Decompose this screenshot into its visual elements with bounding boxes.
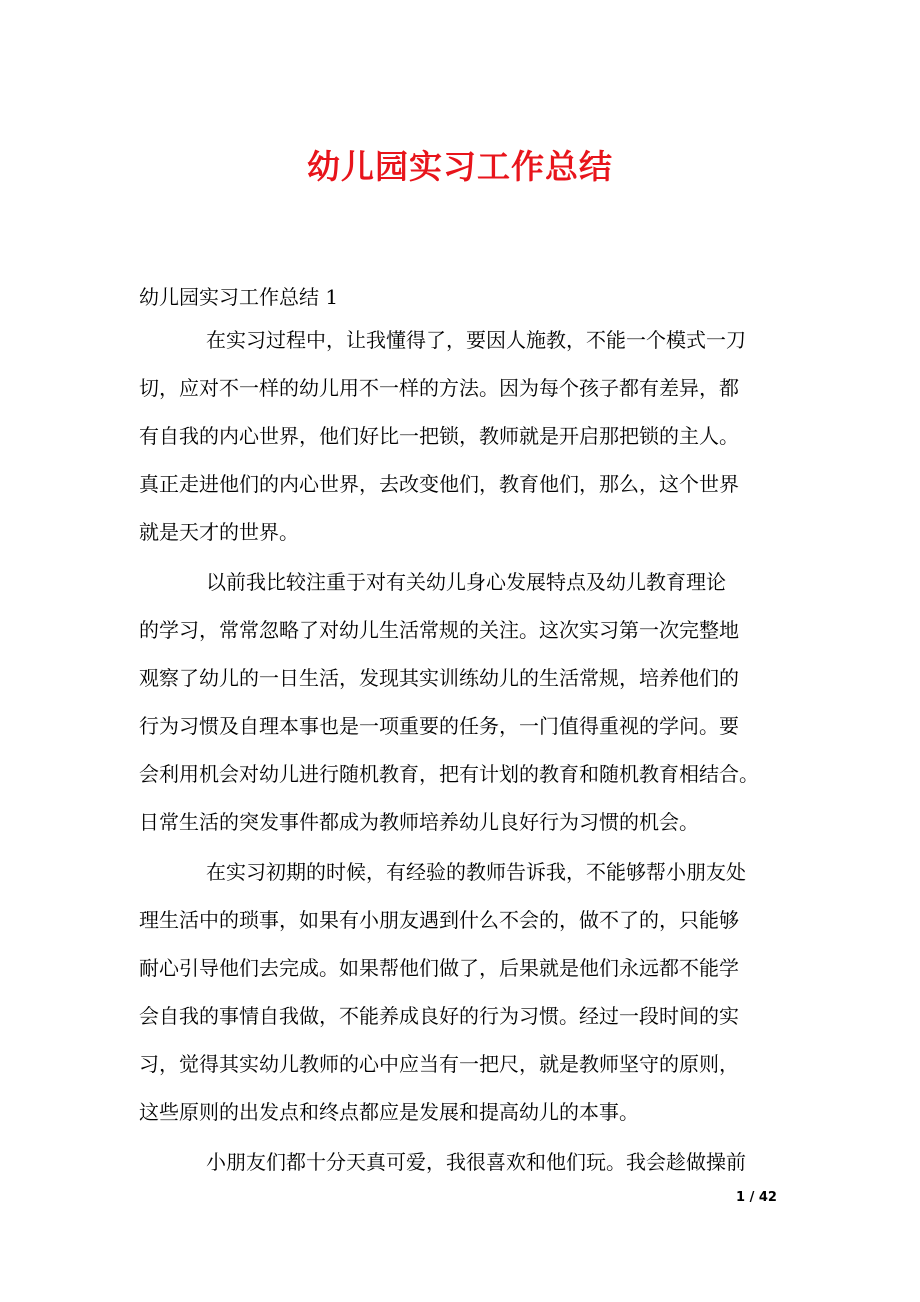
- section-heading: 幼儿园实习工作总结 1: [139, 285, 339, 309]
- paragraph-line: 日常生活的突发事件都成为教师培养幼儿良好行为习惯的机会。: [139, 810, 699, 834]
- paragraph-line: 行为习惯及自理本事也是一项重要的任务，一门值得重视的学问。要: [139, 714, 739, 738]
- paragraph-line: 小朋友们都十分天真可爱，我很喜欢和他们玩。我会趁做操前: [206, 1150, 746, 1174]
- paragraph-line: 真正走进他们的内心世界，去改变他们，教育他们，那么，这个世界: [139, 472, 739, 496]
- paragraph-line: 理生活中的琐事，如果有小朋友遇到什么不会的，做不了的，只能够: [139, 908, 739, 932]
- paragraph-2: [139, 558, 789, 846]
- document-title: 幼儿园实习工作总结: [307, 147, 613, 186]
- paragraph-line: 的学习，常常忽略了对幼儿生活常规的关注。这次实习第一次完整地: [139, 618, 739, 642]
- paragraph-1: [139, 316, 789, 556]
- paragraph-line: 就是天才的世界。: [139, 520, 299, 544]
- page-number: 1 / 42: [736, 1190, 777, 1205]
- paragraph-line: 以前我比较注重于对有关幼儿身心发展特点及幼儿教育理论: [206, 570, 726, 594]
- paragraph-line: 这些原则的出发点和终点都应是发展和提高幼儿的本事。: [139, 1100, 639, 1124]
- paragraph-line: 耐心引导他们去完成。如果帮他们做了，后果就是他们永远都不能学: [139, 956, 739, 980]
- paragraph-line: 观察了幼儿的一日生活，发现其实训练幼儿的生活常规，培养他们的: [139, 666, 739, 690]
- paragraph-line: 习，觉得其实幼儿教师的心中应当有一把尺，就是教师坚守的原则，: [139, 1052, 739, 1076]
- paragraph-line: 会自我的事情自我做，不能养成良好的行为习惯。经过一段时间的实: [139, 1004, 739, 1028]
- paragraph-line: 在实习过程中，让我懂得了，要因人施教，不能一个模式一刀: [206, 328, 746, 352]
- paragraph-line: 在实习初期的时候，有经验的教师告诉我，不能够帮小朋友处: [206, 860, 746, 884]
- paragraph-line: 切，应对不一样的幼儿用不一样的方法。因为每个孩子都有差异，都: [139, 376, 739, 400]
- paragraph-line: 有自我的内心世界，他们好比一把锁，教师就是开启那把锁的主人。: [139, 424, 739, 448]
- paragraph-3: [139, 848, 789, 1136]
- paragraph-4: [139, 1138, 789, 1186]
- paragraph-line: 会利用机会对幼儿进行随机教育，把有计划的教育和随机教育相结合。: [139, 762, 759, 786]
